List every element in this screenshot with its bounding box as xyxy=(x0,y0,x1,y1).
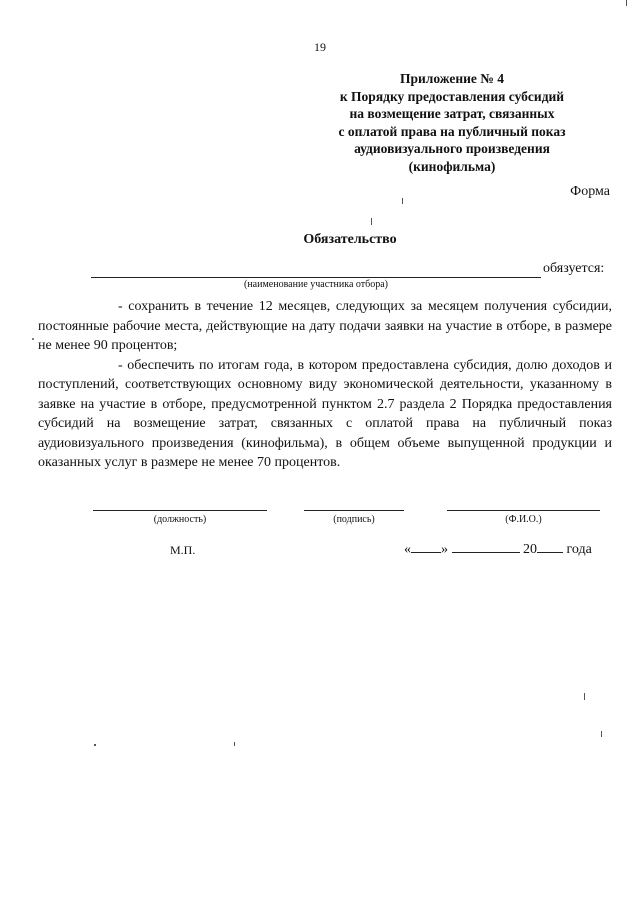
page-number: 19 xyxy=(314,40,326,54)
obligation-paragraph: - обеспечить по итогам года, в котором предоставлена субсидия, долю доходов и поступлений, соответствующих основному виду экономической деятельности, указанному в заявке на участие в отборе, предусмотренной пунктом 2.7 раздела 2 Порядка предоставления субсидий на возмещение затрат, связанных с оплатой права на публичный показ аудиовизуального произведения (кинофильма), в общем объеме выпущенной продукции и оказанных услуг в размере не менее 70 процентов. xyxy=(38,357,612,470)
appendix-line: аудиовизуального произведения xyxy=(354,141,550,156)
signature-caption: (подпись) xyxy=(333,514,375,525)
year-suffix: года xyxy=(566,542,592,557)
name-caption: (Ф.И.О.) xyxy=(505,514,542,525)
year-prefix: 20 xyxy=(523,542,537,557)
obligation-paragraph: - сохранить в течение 12 месяцев, следующих за месяцем получения субсидии, постоянные рабочие места, действующие на дату подачи заявки на участие в отборе, в размере не менее 90 процентов; xyxy=(38,299,612,353)
appendix-line: на возмещение затрат, связанных xyxy=(349,106,555,121)
position-line xyxy=(93,496,267,511)
appendix-header xyxy=(302,70,602,175)
year-blank xyxy=(537,540,563,553)
appendix-line: Приложение № 4 xyxy=(400,71,504,86)
scan-speck xyxy=(94,744,96,746)
obligor-caption: (наименование участника отбора) xyxy=(244,279,388,290)
scan-speck xyxy=(234,742,235,746)
date-open-quote: « xyxy=(404,542,411,557)
signature-line xyxy=(304,496,404,511)
stamp-label: М.П. xyxy=(170,543,196,557)
document-title: Обязательство xyxy=(303,232,397,247)
name-line xyxy=(447,496,600,511)
form-label: Форма xyxy=(570,184,610,199)
position-caption: (должность) xyxy=(153,514,207,525)
appendix-line: с оплатой права на публичный показ xyxy=(338,123,566,139)
scan-speck xyxy=(371,218,372,225)
obligation-body xyxy=(38,297,612,473)
date-close-quote: » xyxy=(441,542,448,557)
date-block xyxy=(404,540,592,558)
day-blank xyxy=(411,540,441,553)
month-blank xyxy=(452,540,520,553)
scan-speck xyxy=(402,198,403,204)
scan-speck xyxy=(32,338,34,340)
obligor-suffix: обязуется: xyxy=(543,261,605,276)
appendix-line: к Порядку предоставления субсидий xyxy=(339,88,565,104)
appendix-line: (кинофильма) xyxy=(408,158,496,174)
scan-speck xyxy=(626,0,627,6)
scan-speck xyxy=(584,693,585,700)
obligor-name-line xyxy=(91,261,541,278)
scan-speck xyxy=(601,731,602,737)
